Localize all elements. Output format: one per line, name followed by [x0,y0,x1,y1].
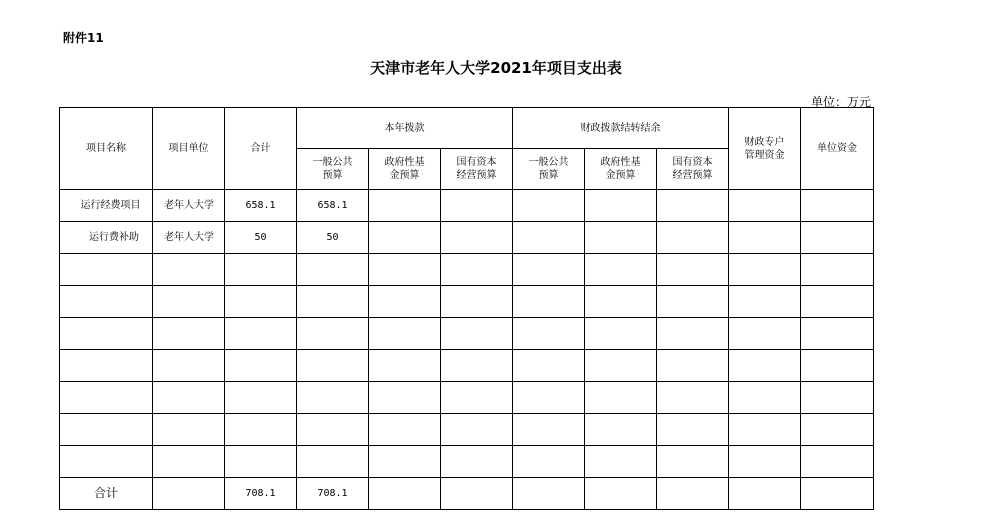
header-state-capital: 国有资本经营预算 [657,149,729,190]
header-project-name: 项目名称 [60,108,153,190]
header-gov-fund: 政府性基金预算 [585,149,657,190]
row-total: 50 [225,222,297,254]
header-state-capital: 国有资本经营预算 [441,149,513,190]
total-label: 合计 [60,478,153,510]
header-general-public: 一般公共预算 [513,149,585,190]
table-row [60,446,874,478]
row-general-public: 50 [297,222,369,254]
row-project-unit: 老年人大学 [153,222,225,254]
table-row [60,254,874,286]
header-total: 合计 [225,108,297,190]
unit-label: 单位：万元 [810,95,871,109]
row-project-name: 运行经费项目 [60,190,153,222]
total-general-public: 708.1 [297,478,369,510]
table-row [60,286,874,318]
table-row [60,222,874,254]
header-unit-fund: 单位资金 [801,108,874,190]
table-row [60,318,874,350]
row-total: 658.1 [225,190,297,222]
header-current-year: 本年拨款 [297,108,513,149]
header-general-public: 一般公共预算 [297,149,369,190]
header-gov-fund: 政府性基金预算 [369,149,441,190]
table-row [60,382,874,414]
row-project-name: 运行费补助 [60,222,153,254]
header-carryover: 财政拨款结转结余 [513,108,729,149]
table-row [60,350,874,382]
row-general-public: 658.1 [297,190,369,222]
attachment-label: 附件11 [63,31,104,45]
row-project-unit: 老年人大学 [153,190,225,222]
header-project-unit: 项目单位 [153,108,225,190]
header-special-fund: 财政专户管理资金 [729,108,801,190]
total-row [60,478,874,510]
table-row [60,190,874,222]
project-expenditure-table [59,107,874,510]
table-row [60,414,874,446]
page-title: 天津市老年人大学2021年项目支出表 [370,59,622,77]
total-sum: 708.1 [225,478,297,510]
